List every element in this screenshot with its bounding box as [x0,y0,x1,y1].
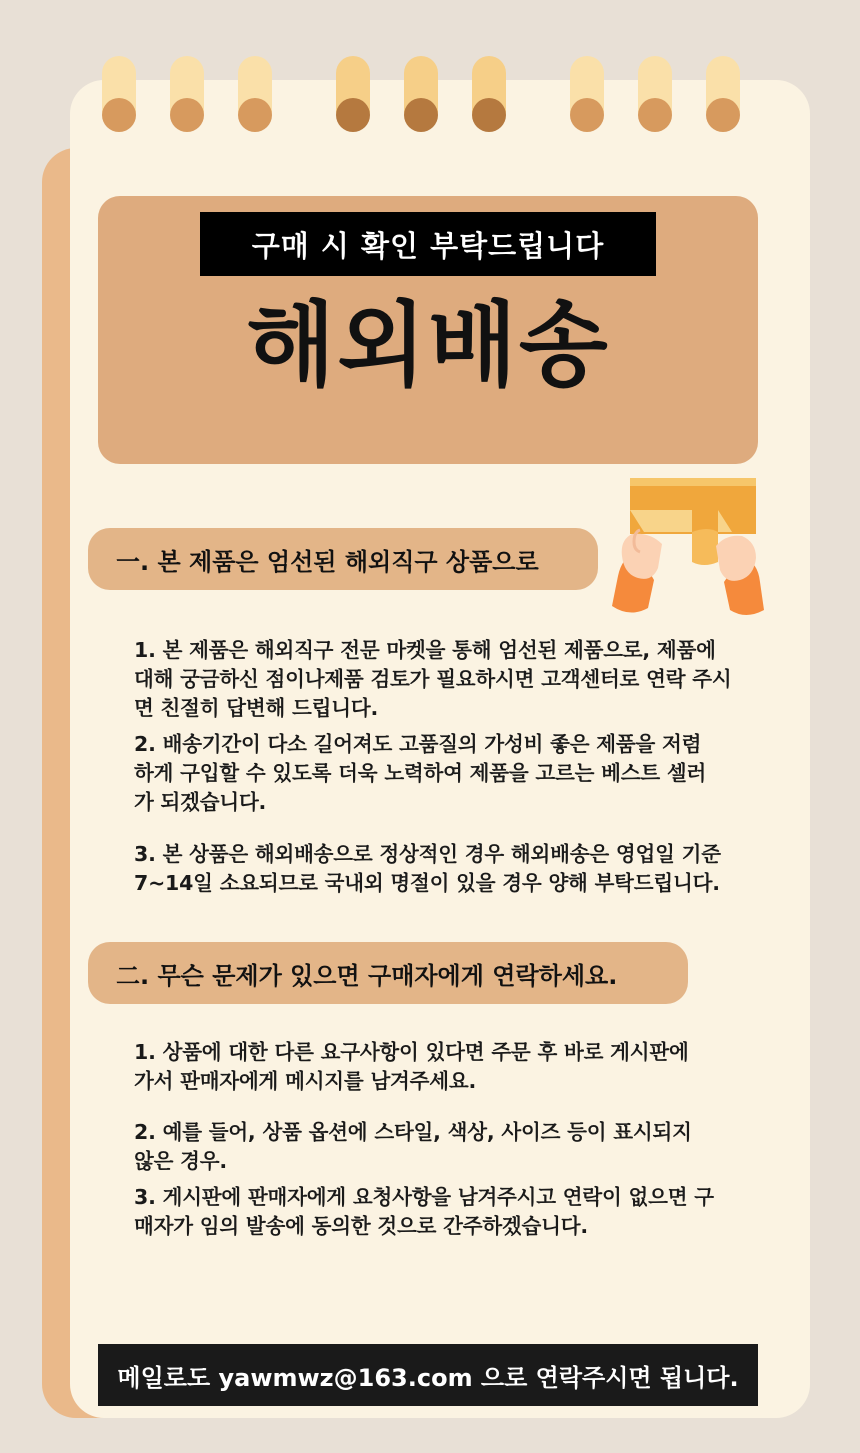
package-hands-illustration [592,470,772,630]
spiral-ring [472,56,506,144]
spiral-ring [638,56,672,144]
section-2-item-3: 3. 게시판에 판매자에게 요청사항을 남겨주시고 연락이 없으면 구매자가 임의 발송에 동의한 것으로 간주하겠습니다. [134,1185,714,1239]
section-1-item-1: 1. 본 제품은 해외직구 전문 마켓을 통해 엄선된 제품으로, 제품에 대해 궁금하신 점이나제품 검토가 필요하시면 고객센터로 연락 주시면 친절히 답변해 드립니다. [134,638,732,721]
section-2-pill [88,942,688,1004]
spiral-binding [70,56,810,156]
spiral-ring [404,56,438,144]
section-1-pill [88,528,598,590]
section-2-item-1: 1. 상품에 대한 다른 요구사항이 있다면 주문 후 바로 게시판에 가서 판매자에게 메시지를 남겨주세요. [134,1040,689,1094]
spiral-ring [238,56,272,144]
footer-contact-text: 메일로도 yawmwz@163.com 으로 연락주시면 됩니다. [117,1363,739,1392]
section-1-title: 一. 본 제품은 엄선된 해외직구 상품으로 [116,547,539,576]
package-icon [592,470,772,630]
spiral-ring [102,56,136,144]
section-2-item-2: 2. 예를 들어, 상품 옵션에 스타일, 색상, 사이즈 등이 표시되지 않은 경우. [134,1120,692,1174]
spiral-ring [706,56,740,144]
spiral-ring [170,56,204,144]
spiral-ring [570,56,604,144]
section-1-item-2: 2. 배송기간이 다소 길어져도 고품질의 가성비 좋은 제품을 저렴하게 구입할 수 있도록 더욱 노력하여 제품을 고르는 베스트 셀러가 되겠습니다. [134,732,707,815]
page-title [98,292,758,399]
spiral-ring [336,56,370,144]
header-eyebrow-text: 구매 시 확인 부탁드립니다 [251,228,605,263]
page-title-text: 해외배송 [246,292,610,399]
footer-contact-bar [98,1344,758,1406]
header-eyebrow-bar [200,212,656,276]
section-1-item-3: 3. 본 상품은 해외배송으로 정상적인 경우 해외배송은 영업일 기준 7~14일 소요되므로 국내외 명절이 있을 경우 양해 부탁드립니다. [134,842,721,896]
section-2-title: 二. 무슨 문제가 있으면 구매자에게 연락하세요. [116,961,618,990]
